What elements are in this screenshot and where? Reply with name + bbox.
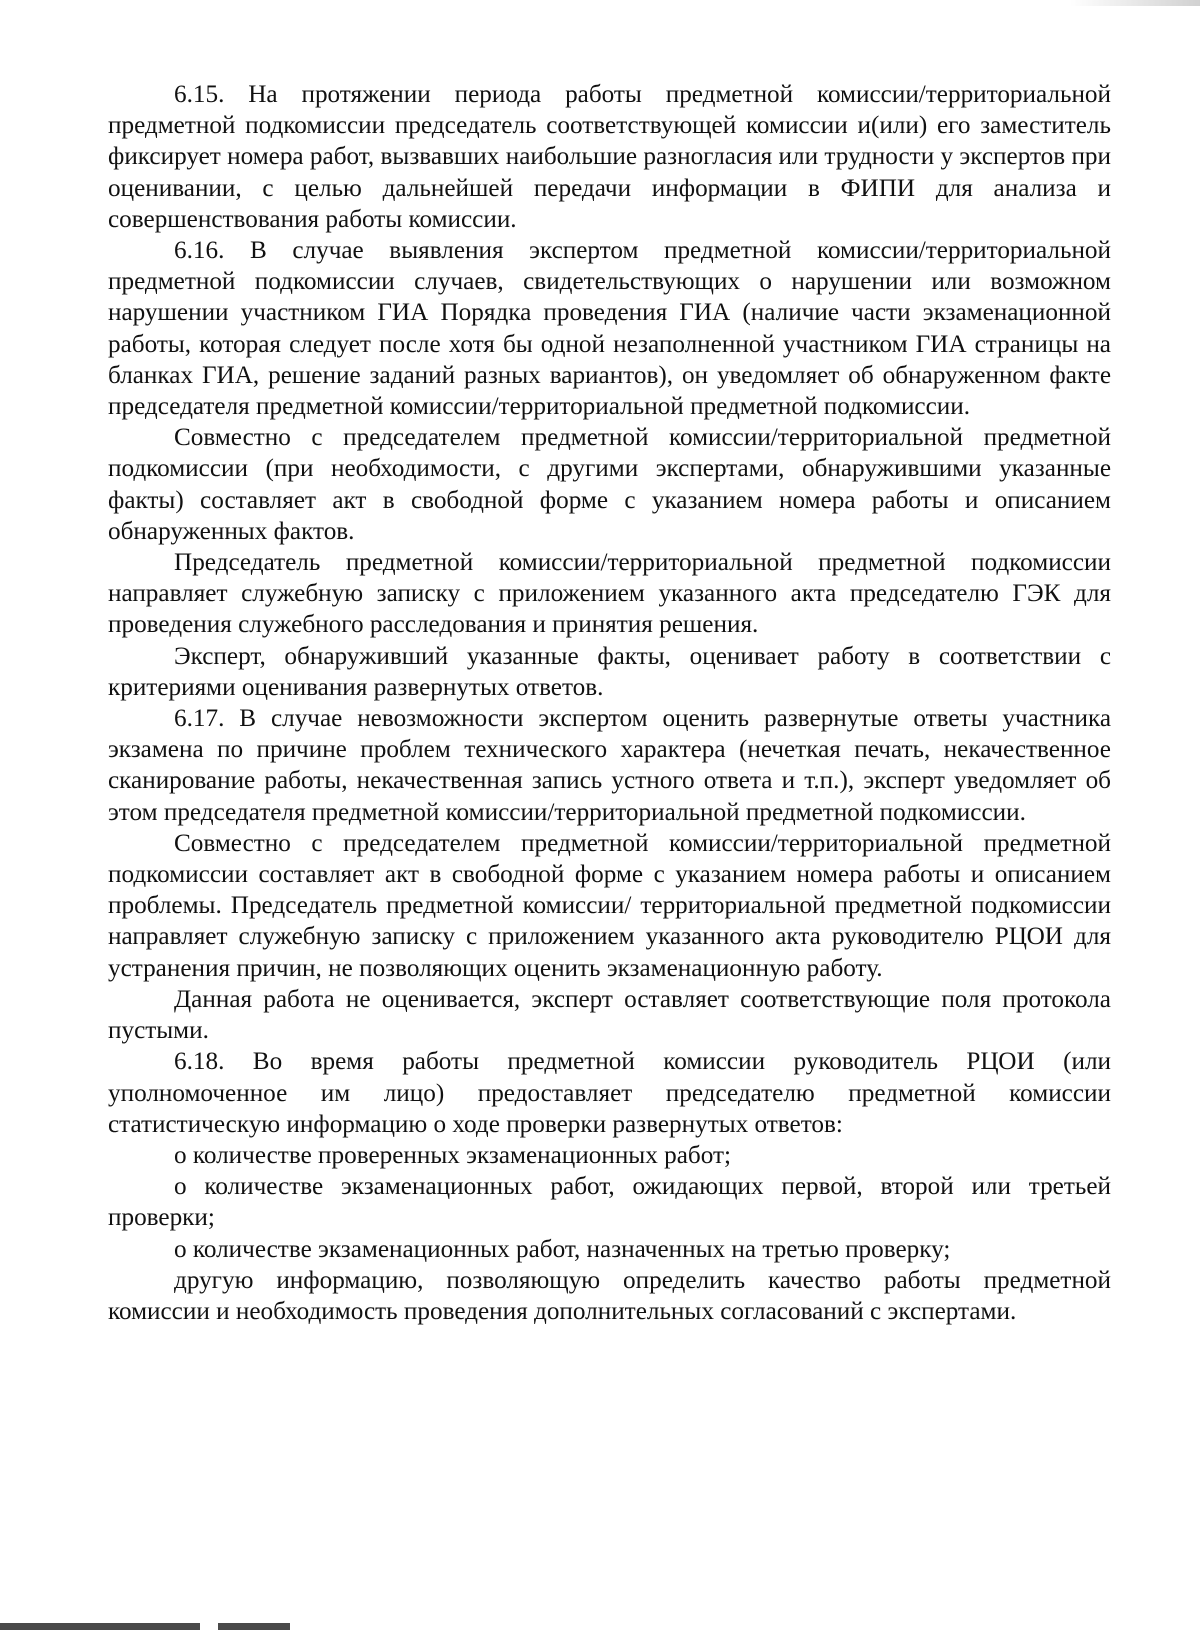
paragraph-6-15: 6.15. На протяжении периода работы предметной комиссии/территориальной предметной подкомиссии председатель соответствующей комиссии и(или) его заместитель фиксирует номера работ, вызвавших наибольшие разногласия или трудности у экспертов при оценивании, с целью дальнейшей передачи информации в ФИПИ для анализа и совершенствования работы комиссии. — [108, 81, 1111, 233]
paragraph-not-evaluated: Данная работа не оценивается, эксперт оставляет соответствующие поля протокола пустыми. — [108, 985, 1111, 1045]
list-item-third-check: о количестве экзаменационных работ, назначенных на третью проверку; — [174, 1235, 951, 1263]
paragraph-6-17: 6.17. В случае невозможности экспертом оценить развернутые ответы участника экзамена по причине проблем технического характера (нечеткая печать, некачественное сканирование работы, некачественная запись устного ответа и т.п.), эксперт уведомляет об этом председателя предметной комиссии/территориальной предметной подкомиссии. — [108, 705, 1111, 826]
paragraph-act-drafting: Совместно с председателем предметной комиссии/территориальной предметной подкомиссии (при необходимости, с другими экспертами, обнаружившими указанные факты) составляет акт в свободной форме с указанием номера работы и описанием обнаруженных фактов. — [108, 424, 1111, 545]
document-text-body — [108, 79, 1111, 1327]
scan-edge-artifact-bottom — [0, 1623, 290, 1630]
paragraph-expert-evaluates: Эксперт, обнаруживший указанные факты, оценивает работу в соответствии с критериями оценивания развернутых ответов. — [108, 642, 1111, 701]
paragraph-6-18: 6.18. Во время работы предметной комиссии руководитель РЦОИ (или уполномоченное им лицо) предоставляет председателю предметной комиссии статистическую информацию о ходе проверки развернутых ответов: — [108, 1048, 1111, 1138]
list-item-pending-works: о количестве экзаменационных работ, ожидающих первой, второй или третьей проверки; — [108, 1173, 1111, 1232]
scan-edge-artifact-top — [1070, 0, 1200, 6]
scan-edge-artifact-gap — [200, 1623, 218, 1630]
paragraph-6-16: 6.16. В случае выявления экспертом предметной комиссии/территориальной предметной подкомиссии случаев, свидетельствующих о нарушении или возможном нарушении участником ГИА Порядка проведения ГИА (наличие части экзаменационной работы, которая следует после хотя бы одной незаполненной участником ГИА страницы на бланках ГИА, решение заданий разных вариантов), он уведомляет об обнаруженном факте председателя предметной комиссии/территориальной предметной подкомиссии. — [108, 237, 1111, 421]
paragraph-technical-act: Совместно с председателем предметной комиссии/территориальной предметной подкомиссии составляет акт в свободной форме с указанием номера работы и описанием проблемы. Председатель предметной комиссии/ территориальной предметной подкомиссии направляет служебную записку с приложением указанного акта руководителю РЦОИ для устранения причин, не позволяющих оценить экзаменационную работу. — [108, 829, 1111, 982]
list-item-checked-works: о количестве проверенных экзаменационных работ; — [174, 1141, 731, 1169]
paragraph-chairman-memo: Председатель предметной комиссии/территориальной предметной подкомиссии направляет служебную записку с приложением указанного акта председателю ГЭК для проведения служебного расследования и принятия решения. — [108, 549, 1111, 639]
list-item-other-info: другую информацию, позволяющую определить качество работы предметной комиссии и необходимость проведения дополнительных согласований с экспертами. — [108, 1266, 1111, 1325]
